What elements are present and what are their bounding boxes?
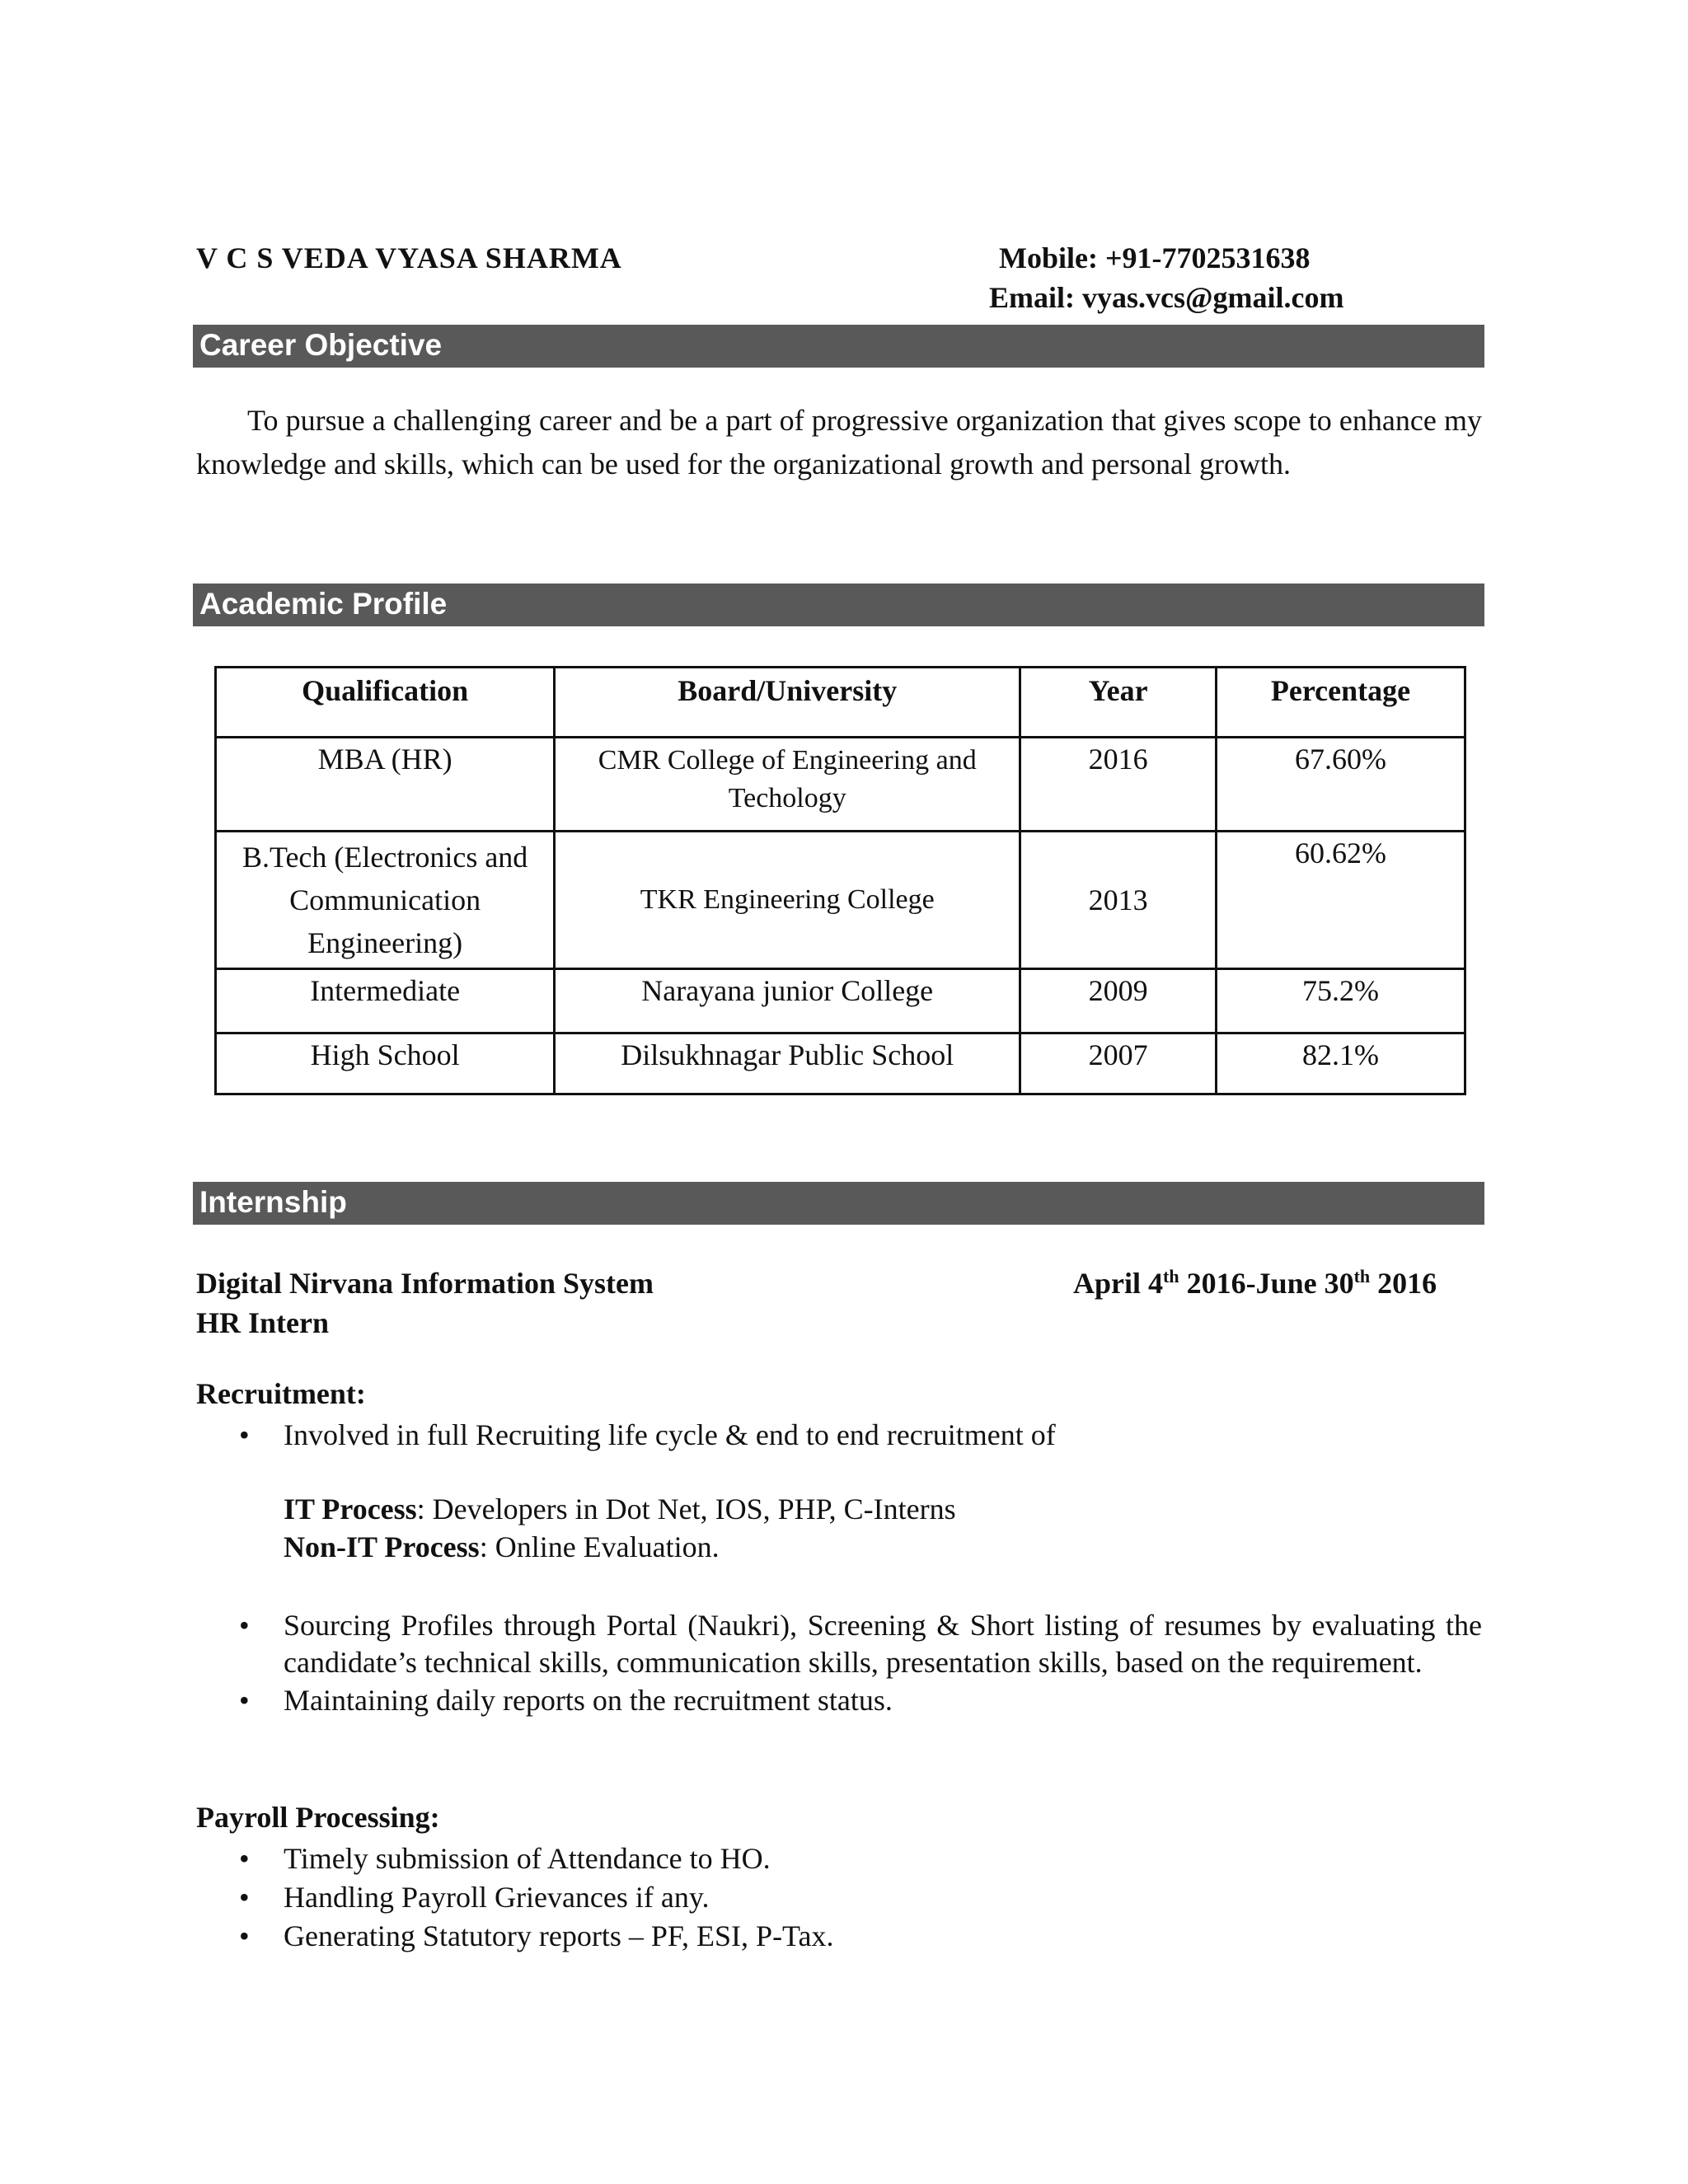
academic-table — [214, 666, 1466, 1095]
career-objective-text: To pursue a challenging career and be a part of progressive organization that gives scope to enhance my knowledge and skills, which can be used for the organizational growth and personal growth. — [196, 404, 1482, 480]
year-cell: 2007 — [1020, 1033, 1217, 1094]
table-row — [216, 738, 1465, 832]
list-item — [196, 1607, 1482, 1681]
bullet-text: Generating Statutory reports – PF, ESI, P-Tax. — [284, 1919, 834, 1952]
bullet-icon: • — [239, 1418, 250, 1451]
year-cell: 2016 — [1020, 738, 1217, 832]
bullet-icon: • — [239, 1881, 250, 1914]
table-header-row — [216, 668, 1465, 738]
list-item — [196, 1840, 1482, 1878]
board-cell: Narayana junior College — [555, 969, 1020, 1033]
percentage-cell: 82.1% — [1216, 1033, 1465, 1094]
internship-dates — [1073, 1266, 1437, 1301]
column-header: Qualification — [216, 668, 555, 738]
it-process-text: : Developers in Dot Net, IOS, PHP, C-Interns — [416, 1493, 956, 1526]
bullet-text: Involved in full Recruiting life cycle & end to end recruitment of — [284, 1418, 1056, 1451]
recruitment-heading: Recruitment: — [196, 1377, 366, 1410]
list-item — [196, 1416, 1482, 1455]
bullet-icon: • — [239, 1842, 250, 1875]
percentage-cell: 75.2% — [1216, 969, 1465, 1033]
column-header: Year — [1020, 668, 1217, 738]
list-item — [196, 1878, 1482, 1917]
nonit-process-line — [284, 1530, 720, 1564]
payroll-bullet-list — [196, 1840, 1482, 1956]
section-header-internship — [193, 1182, 1484, 1225]
bullet-icon: • — [239, 1609, 250, 1642]
section-title: Career Objective — [199, 328, 443, 362]
bullet-icon: • — [239, 1919, 250, 1952]
board-cell: TKR Engineering College — [555, 832, 1020, 969]
list-item — [196, 1681, 1482, 1720]
year-cell: 2013 — [1020, 832, 1217, 969]
board-cell: CMR College of Engineering and Techology — [555, 738, 1020, 832]
column-header: Board/University — [555, 668, 1020, 738]
date-range: 2016-June 30 — [1186, 1267, 1354, 1300]
it-process-label: IT Process — [284, 1493, 417, 1526]
date-suffix: th — [1353, 1266, 1371, 1286]
bullet-text: Timely submission of Attendance to HO. — [284, 1842, 771, 1875]
list-item — [196, 1917, 1482, 1956]
nonit-process-text: : Online Evaluation. — [479, 1530, 720, 1563]
email-address: Email: vyas.vcs@gmail.com — [989, 281, 1344, 314]
board-cell: Dilsukhnagar Public School — [555, 1033, 1020, 1094]
recruitment-bullet-list — [196, 1416, 1482, 1455]
section-header-academic-profile — [193, 583, 1484, 626]
internship-role: HR Intern — [196, 1306, 329, 1339]
column-header: Percentage — [1216, 668, 1465, 738]
section-title: Academic Profile — [199, 587, 448, 621]
it-process-line — [284, 1492, 956, 1526]
section-header-career-objective — [193, 325, 1484, 368]
date-start: April 4 — [1073, 1267, 1164, 1300]
section-title: Internship — [199, 1185, 347, 1219]
bullet-text: Maintaining daily reports on the recruitment status. — [284, 1684, 893, 1717]
table-row — [216, 1033, 1465, 1094]
payroll-heading: Payroll Processing: — [196, 1801, 440, 1834]
percentage-cell: 60.62% — [1216, 832, 1465, 969]
qualification-cell: B.Tech (Electronics and Communication Engineering) — [216, 832, 555, 969]
qualification-cell: Intermediate — [216, 969, 555, 1033]
table-row — [216, 969, 1465, 1033]
nonit-process-label: Non-IT Process — [284, 1530, 480, 1563]
internship-company: Digital Nirvana Information System — [196, 1267, 654, 1300]
bullet-text: Handling Payroll Grievances if any. — [284, 1881, 710, 1914]
bullet-icon: • — [239, 1684, 250, 1717]
table-row — [216, 832, 1465, 969]
date-suffix: th — [1163, 1266, 1179, 1286]
qualification-cell: High School — [216, 1033, 555, 1094]
year-cell: 2009 — [1020, 969, 1217, 1033]
percentage-cell: 67.60% — [1216, 738, 1465, 832]
bullet-text: Sourcing Profiles through Portal (Naukri), Screening & Short listing of resumes by evaluating the candidate’s technical skills, communication skills, presentation skills, based on the requirement. — [284, 1609, 1482, 1679]
date-end-year: 2016 — [1377, 1267, 1437, 1300]
qualification-cell: MBA (HR) — [216, 738, 555, 832]
mobile-number: Mobile: +91-7702531638 — [999, 241, 1311, 274]
candidate-name: V C S VEDA VYASA SHARMA — [196, 241, 622, 274]
recruitment-details-list — [196, 1607, 1482, 1720]
